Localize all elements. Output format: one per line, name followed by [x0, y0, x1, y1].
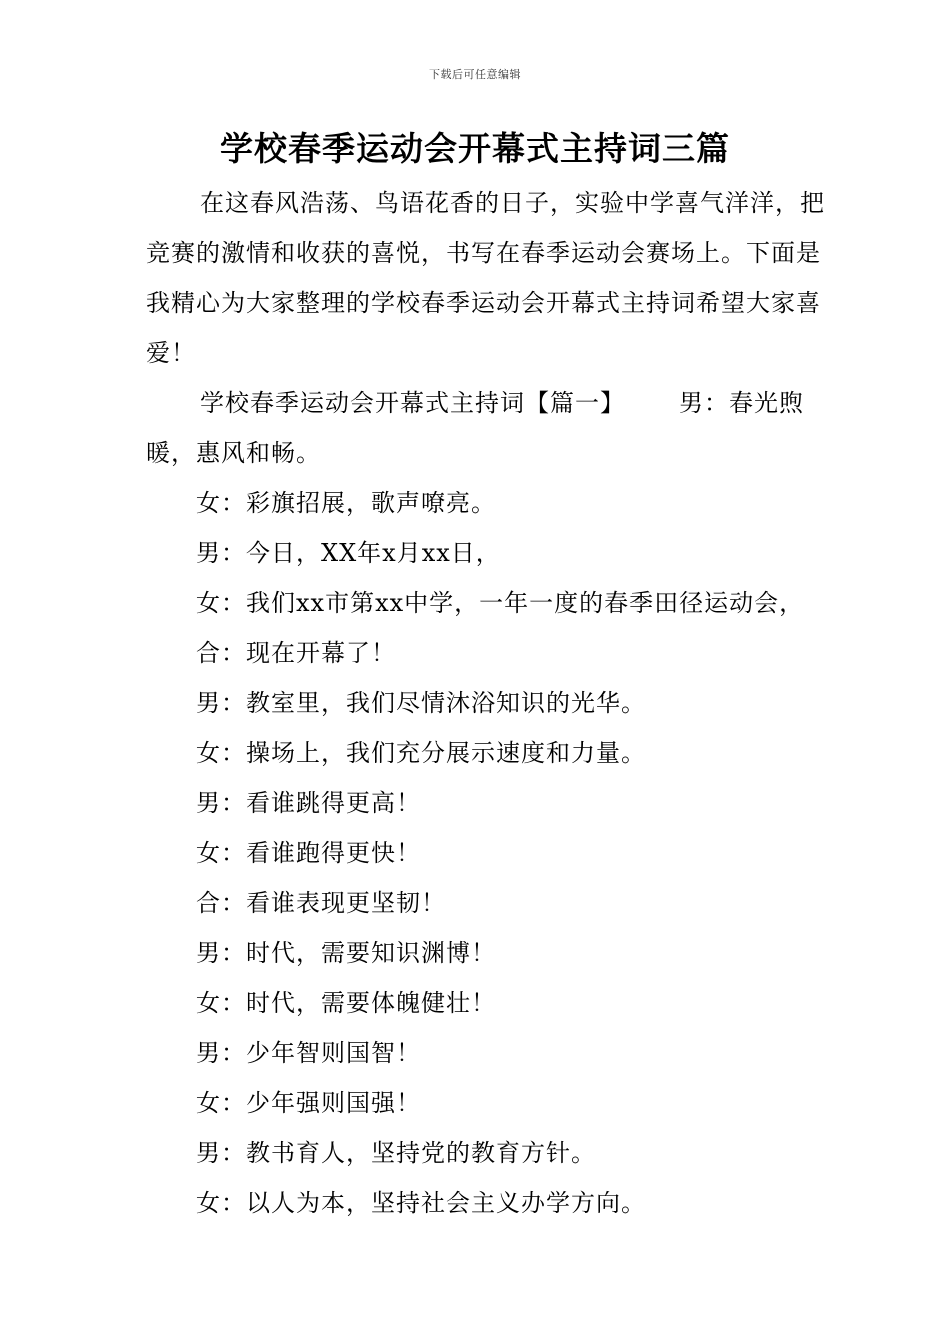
dialogue-lines [146, 478, 836, 1228]
dialogue-line: 男：今日，XX年x月xx日， [196, 539, 501, 567]
section-paragraph [146, 378, 836, 478]
intro-paragraph: 在这春风浩荡、鸟语花香的日子，实验中学喜气洋洋，把竞赛的激情和收获的喜悦，书写在春季运动会赛场上。下面是我精心为大家整理的学校春季运动会开幕式主持词希望大家喜爱！ [146, 189, 825, 367]
dialogue-line: 女：少年强则国强！ [196, 1089, 421, 1117]
dialogue-line: 女：彩旗招展，歌声嘹亮。 [196, 489, 496, 517]
header-note: 下载后可任意编辑 [429, 68, 521, 81]
dialogue-line: 男：教室里，我们尽情沐浴知识的光华。 [196, 689, 646, 717]
section-heading: 学校春季运动会开幕式主持词【篇一】 [200, 389, 625, 417]
dialogue-line: 女：我们xx市第xx中学，一年一度的春季田径运动会， [196, 589, 805, 617]
section-first-line: 男：春光煦暖，惠风和畅。 [146, 389, 804, 467]
dialogue-line: 男：少年智则国智！ [196, 1039, 421, 1067]
dialogue-line: 男：时代，需要知识渊博！ [196, 939, 496, 967]
dialogue-line: 合：现在开幕了！ [196, 639, 396, 667]
dialogue-line: 女：时代，需要体魄健壮！ [196, 989, 496, 1017]
dialogue-line: 女：操场上，我们充分展示速度和力量。 [196, 739, 646, 767]
dialogue-line: 男：教书育人，坚持党的教育方针。 [196, 1139, 596, 1167]
dialogue-line: 女：看谁跑得更快！ [196, 839, 421, 867]
dialogue-line: 合：看谁表现更坚韧！ [196, 889, 446, 917]
document-title: 学校春季运动会开幕式主持词三篇 [220, 129, 730, 168]
dialogue-line: 女：以人为本，坚持社会主义办学方向。 [196, 1189, 646, 1217]
dialogue-line: 男：看谁跳得更高！ [196, 789, 421, 817]
document-body [146, 178, 836, 1228]
